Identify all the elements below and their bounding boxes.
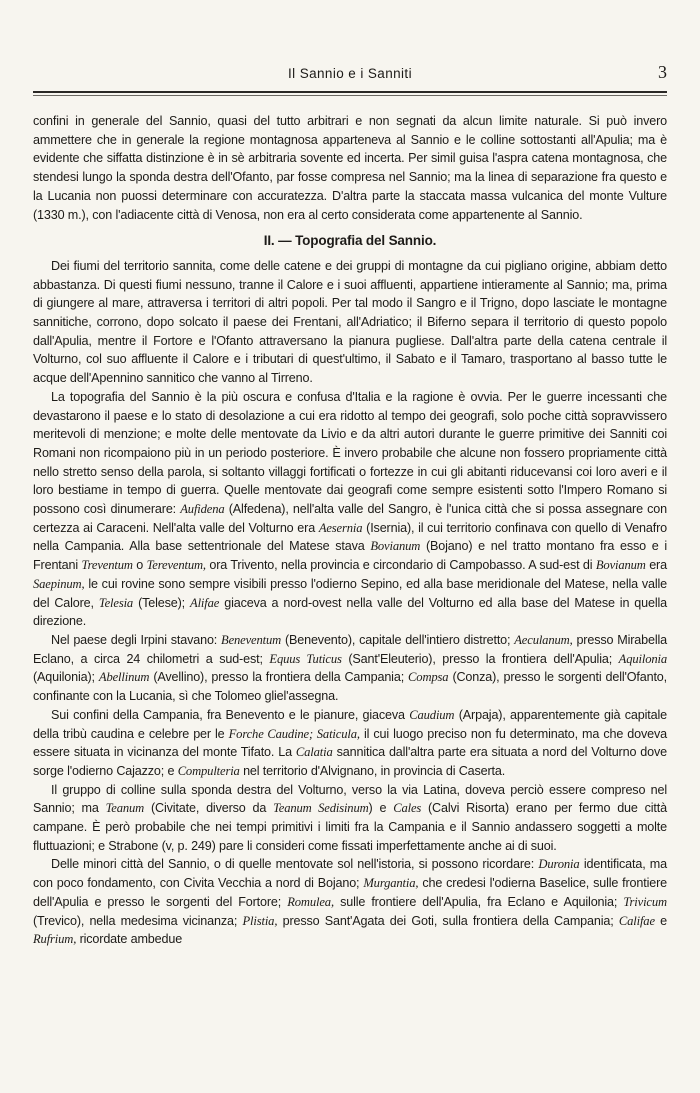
text-run: (Civitate, diverso da — [151, 801, 267, 816]
text-run: e — [660, 913, 668, 928]
place-name: Rufrium, — [33, 932, 77, 947]
paragraph — [33, 706, 667, 781]
place-name: Forche Caudine; Saticula, — [228, 726, 360, 741]
place-name: Duronia — [538, 857, 580, 872]
place-name: Compsa — [408, 670, 449, 685]
place-name: Plistia, — [242, 913, 278, 928]
text-run: o — [136, 558, 144, 573]
place-name: Califae — [618, 913, 655, 928]
text-run: (Benevento), capitale dell'intiero distretto; — [284, 632, 511, 647]
text-run: nel territorio d'Alvignano, in provincia di Caserta. — [243, 763, 506, 778]
paragraph — [33, 388, 667, 631]
text-run: le cui rovine sono sempre visibili presso l'odierno Sepino, ed alla base meridionale del Matese, nella valle del Calore, — [33, 576, 667, 610]
text-run: (Aquilonia); — [33, 670, 95, 685]
text-run: che credesi l'odierna Baselice, sulle frontiere dell'Apulia e presso le sorgenti del Fortore; — [33, 876, 667, 909]
place-name: Aufidena — [180, 502, 225, 517]
text-run: ricordate ambedue — [79, 932, 183, 947]
place-name: Murgantia, — [363, 876, 419, 891]
text-run: presso Mirabella Eclano, a circa 24 chilometri a sud-est; — [33, 632, 667, 666]
place-name: Bovianum — [595, 558, 646, 573]
place-name: Alifae — [190, 595, 220, 610]
page-number: 3 — [658, 62, 667, 82]
place-name: Trivicum — [623, 894, 667, 909]
paragraph: Dei fiumi del territorio sannita, come delle catene e dei gruppi di montagne da cui pigliano origine, abbiam detto abbastanza. Di questi fiumi nessuno, tranne il Calore e i suoi affluenti, appartiene intieramente al Sannio; ma, prima di giungere al mare, attraversa i territori di altri popoli. Per tal modo il Sangro e il Trigno, dopo lasciate le montagne sannitiche, corrono, dopo solcato il paese dei Frentani, all'Adriatico; il Biferno separa il territorio di questo popolo dall'Apulia, mentre il Fortore e l'Ofanto attraversano la pianura pugliese. Dall'altra parte della catena centrale il Volturno, col suo affluente il Calore e i tributari di quest'ultimo, il Sabato e il Tamaro, trasportano al basso tutte le acque dell'Apennino sannitico che vanno al Tirreno. — [33, 258, 667, 386]
place-name: Bovianum — [370, 539, 421, 554]
text-run: Nel paese degli Irpini stavano: — [51, 632, 218, 647]
place-name: Cales — [393, 801, 422, 816]
place-name: Abellinum — [98, 670, 150, 685]
text-run: sannitica dall'altra parte era situata a nord del Volturno dove sorge l'odierno Cajazzo; e — [33, 745, 667, 778]
text-run: sulle frontiere dell'Apulia, fra Eclano e Aquilonia; — [340, 894, 618, 909]
page-header — [33, 62, 667, 90]
text-run: (Arpaja), apparentemente già capitale della tribù caudina e celebre per le — [33, 707, 667, 741]
text-run: identificata, ma con poco fondamento, con Civita Vecchia a nord di Bojano; — [33, 857, 667, 891]
text-run: La topografia del Sannio è la più oscura e confusa d'Italia e la ragione è ovvia. Per le guerre incessanti che devastarono il paese e lo stato di desolazione a cui era ridotto al tempo dei geografi, solo poche città sopravvissero meritevoli di menzione; e molte delle mentovate da Livio e da altri autori durante le guerre primitive dei Sanniti coi Romani non ricompaiono più in un periodo posteriore. È invero probabile che alcune non fossero propriamente città nello stretto senso della parola, si soltanto villaggi fortificati o fortezze in cui gli abitanti riducevansi coi loro averi e il loro bestiame in tempo di guerra. Quelle mentovate dai geografi come sempre esistenti sotto l'Impero Romano si possono così dinumerare: — [33, 389, 667, 517]
place-name: Compulteria — [177, 763, 240, 778]
text-run: il cui luogo preciso non fu determinato, ma che doveva essere situata in vicinanza del monte Tifato. La — [33, 726, 667, 760]
text-run: Il gruppo di colline sulla sponda destra del Volturno, verso la via Latina, doveva perciò essere compreso nel Sannio; ma — [33, 782, 667, 816]
text-run: presso Sant'Agata dei Goti, sulla frontiera della Campania; — [282, 913, 614, 928]
place-name: Teanum Sedisinum — [273, 801, 369, 816]
paragraph — [33, 631, 667, 706]
place-name: Treventum — [81, 558, 133, 573]
text-run: (Isernia), il cui territorio confinava con quello di Venafro nella Campania. Alla base settentrionale del Matese stava — [33, 520, 667, 554]
place-name: Tereventum, — [146, 558, 206, 573]
text-run: Delle minori città del Sannio, o di quelle mentovate sol nell'istoria, si possono ricordare: — [51, 857, 535, 872]
place-name: Aesernia — [318, 520, 363, 535]
text-run: (Alfedena), nell'alta valle del Sangro, è l'unica città che si possa assegnare con certezza ai Caraceni. Nell'alta valle del Volturno era — [33, 502, 668, 535]
paragraph: confini in generale del Sannio, quasi del tutto arbitrari e non segnati da alcun limite naturale. Si può invero ammettere che in generale la regione montagnosa apparteneva al Sannio e le colline sottostanti all'Apulia; ma è evidente che siffatta distinzione è in sè arbitraria sovente ed incerta. Per simil guisa l'aspra catena montagnosa, che stendesi lungo la sponda destra dell'Ofanto, par fosse compresa nel Sannio; ma la linea di separazione fra questo e la Lucania non puossi determinare con accuratezza. D'altra parte la staccata massa vulcanica del monte Vulture (1330 m.), con l'adiacente città di Venosa, non era al certo considerata come appartenente al Sannio. — [33, 114, 667, 222]
place-name: Saepinum, — [33, 576, 85, 591]
text-run: ora Trivento, nella provincia e circondario di Campobasso. A sud-est di — [209, 558, 593, 573]
paragraph — [33, 855, 667, 949]
text-run: era — [649, 558, 667, 573]
place-name: Aeculanum, — [514, 632, 573, 647]
page — [33, 0, 667, 1093]
header-rule — [33, 91, 667, 93]
text-run: (Avellino), presso la frontiera della Campania; — [153, 670, 405, 685]
place-name: Romulea, — [287, 894, 334, 909]
text-run: (Telese); — [138, 595, 186, 610]
section-heading: II. — Topografia del Sannio. — [263, 233, 437, 249]
place-name: Teanum — [105, 801, 145, 816]
place-name: Calatia — [295, 745, 333, 760]
text-run: (Conza), presso le sorgenti dell'Ofanto, confinante con la Lucania, sì che Tolomeo gliel'assegna. — [33, 670, 667, 704]
text-run: (Calvi Risorta) erano per fermo due città campane. È però probabile che nei tempi primitivi i limiti fra la Campania e il Sannio andassero soggetti a molte fluttuazioni; e Strabone (v, p. 249) pare li consideri come fissati imperfettamente anche ai di suoi. — [33, 801, 667, 853]
place-name: Equus Tuticus — [269, 651, 342, 666]
text-run: (Trevico), nella medesima vicinanza; — [33, 913, 238, 928]
text-run: Sui confini della Campania, fra Benevento e le pianure, giaceva — [51, 707, 405, 722]
header-rule-thin — [33, 95, 667, 96]
place-name: Beneventum — [221, 632, 282, 647]
place-name: Telesia — [98, 595, 134, 610]
text-run: (Sant'Eleuterio), presso la frontiera dell'Apulia; — [348, 651, 613, 666]
place-name: Caudium — [409, 707, 455, 722]
text-run: (Bojano) e nel tratto montano fra esso e i Frentani — [33, 539, 668, 573]
text-run: ) e — [368, 801, 387, 816]
place-name: Aquilonia — [618, 651, 667, 666]
text-run: giaceva a nord-ovest nella valle del Volturno ed alla base del Matese in quella direzione. — [33, 595, 668, 629]
body-text — [33, 112, 667, 949]
running-title: Il Sannio e i Sanniti — [288, 66, 412, 81]
paragraph — [33, 781, 667, 856]
